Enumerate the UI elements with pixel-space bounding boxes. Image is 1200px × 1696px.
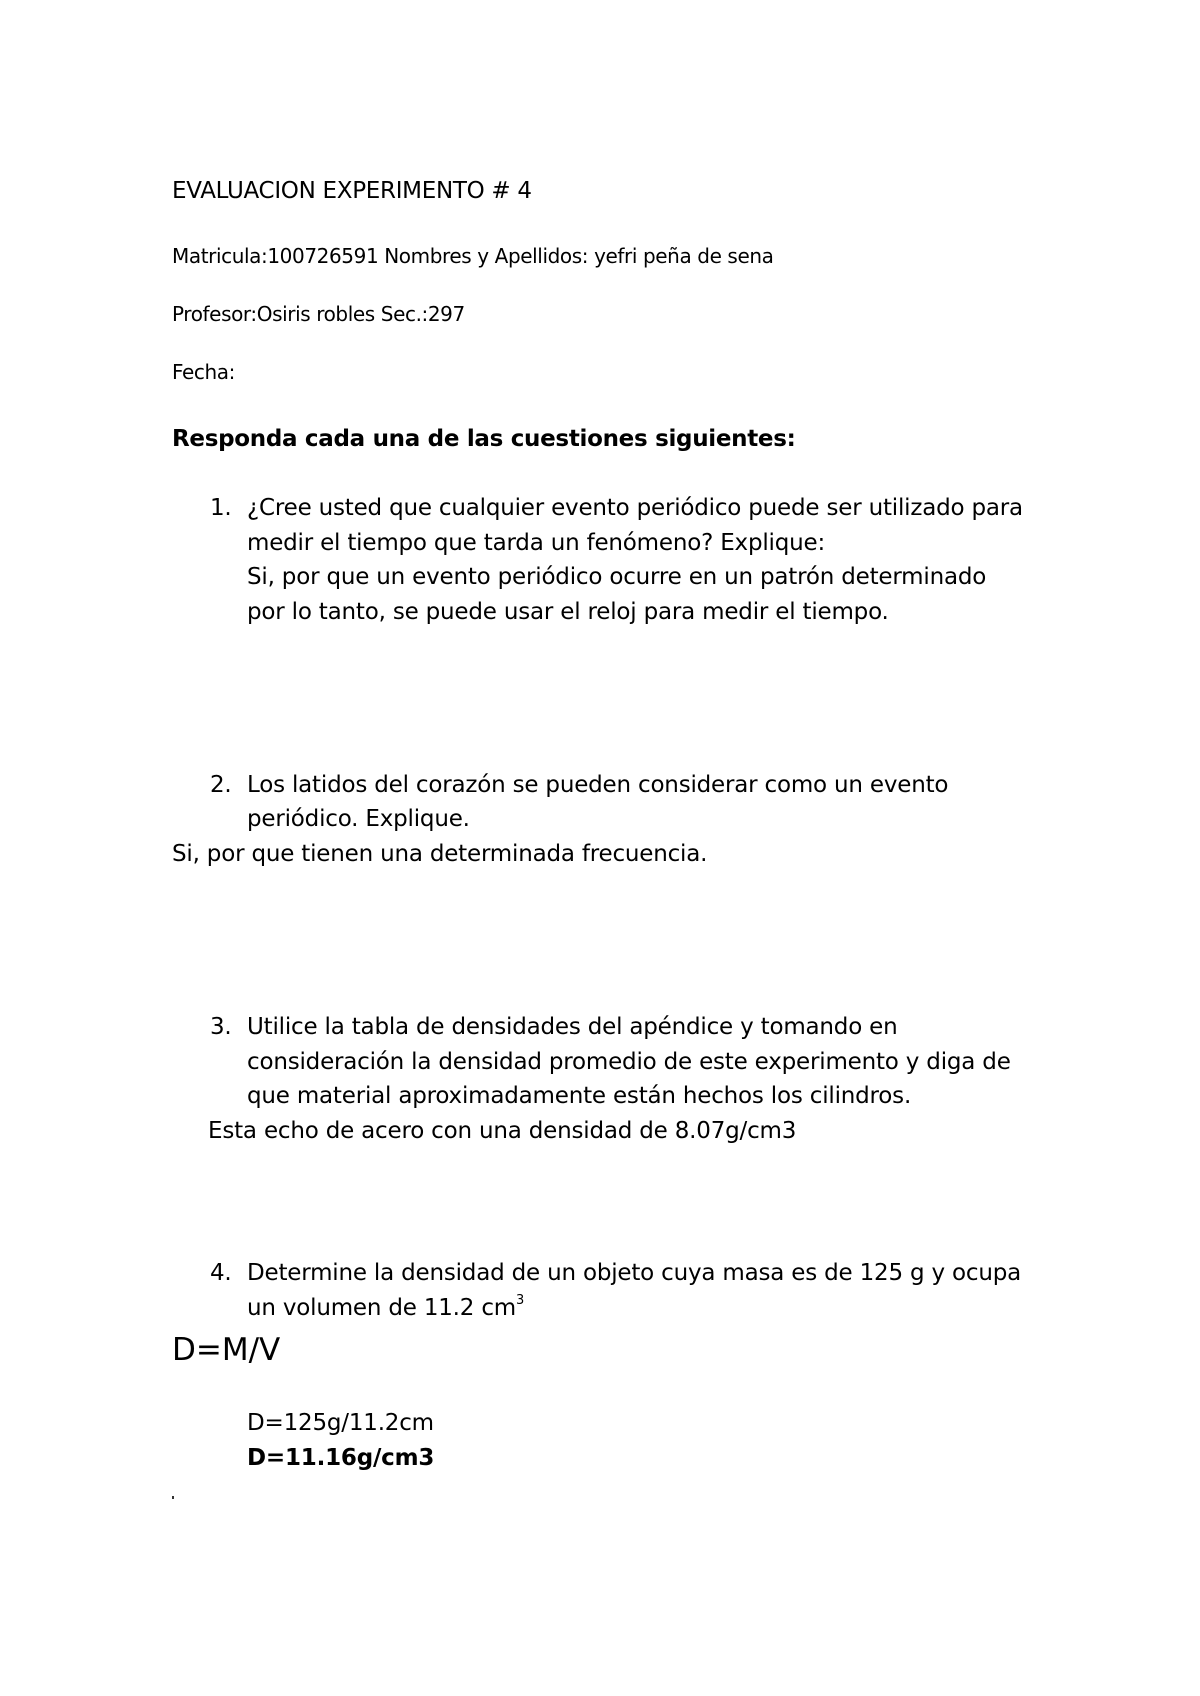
question-1-answer-line-1: Si, por que un evento periódico ocurre en un patrón determinado bbox=[247, 564, 987, 590]
question-4-text-line-1: Determine la densidad de un objeto cuya masa es de 125 g y ocupa bbox=[247, 1260, 1022, 1286]
matricula-line: Matricula:100726591 Nombres y Apellidos: yefri peña de sena bbox=[172, 244, 774, 268]
question-1-text-line-2: medir el tiempo que tarda un fenómeno? Explique: bbox=[247, 530, 826, 556]
profesor-line: Profesor:Osiris robles Sec.:297 bbox=[172, 302, 465, 326]
question-2-answer: Si, por que tienen una determinada frecuencia. bbox=[172, 841, 708, 867]
question-3-text-line-2: consideración la densidad promedio de este experimento y diga de bbox=[247, 1049, 1011, 1075]
question-2-number: 2. bbox=[210, 772, 232, 798]
document-title: EVALUACION EXPERIMENTO # 4 bbox=[172, 178, 532, 204]
question-2-text-line-1: Los latidos del corazón se pueden considerar como un evento bbox=[247, 772, 949, 798]
question-3-text-line-3: que material aproximadamente están hechos los cilindros. bbox=[247, 1083, 912, 1109]
question-1-text-line-1: ¿Cree usted que cualquier evento periódico puede ser utilizado para bbox=[247, 495, 1023, 521]
question-2-text-line-2: periódico. Explique. bbox=[247, 806, 470, 832]
instructions-heading: Responda cada una de las cuestiones siguientes: bbox=[172, 426, 796, 452]
density-calculation: D=125g/11.2cm bbox=[247, 1410, 434, 1436]
density-formula: D=M/V bbox=[172, 1332, 281, 1368]
question-4-text-line-2-text: un volumen de 11.2 cm bbox=[247, 1295, 516, 1321]
stray-mark bbox=[172, 1496, 174, 1499]
question-4-number: 4. bbox=[210, 1260, 232, 1286]
fecha-label: Fecha: bbox=[172, 360, 235, 384]
superscript-three: 3 bbox=[516, 1293, 525, 1308]
density-result: D=11.16g/cm3 bbox=[247, 1445, 435, 1471]
question-3-text-line-1: Utilice la tabla de densidades del apéndice y tomando en bbox=[247, 1014, 898, 1040]
question-1-number: 1. bbox=[210, 495, 232, 521]
question-4-text-line-2 bbox=[247, 1295, 524, 1321]
question-3-number: 3. bbox=[210, 1014, 232, 1040]
question-1-answer-line-2: por lo tanto, se puede usar el reloj para medir el tiempo. bbox=[247, 599, 889, 625]
question-3-answer: Esta echo de acero con una densidad de 8.07g/cm3 bbox=[208, 1118, 797, 1144]
